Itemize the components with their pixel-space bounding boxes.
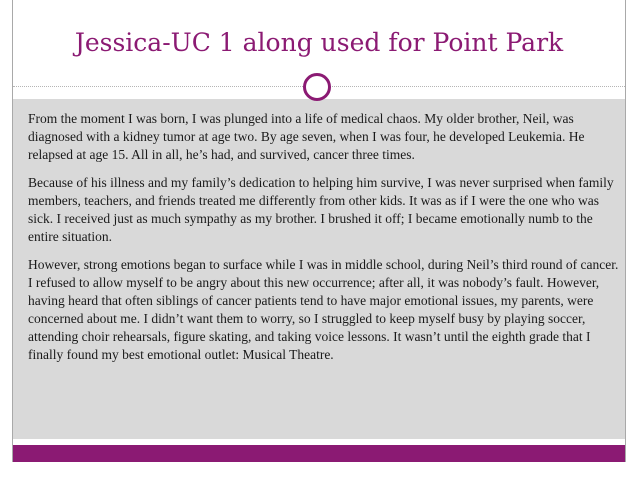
body-text xyxy=(28,110,620,374)
paragraph-2: Because of his illness and my family’s dedication to helping him survive, I was never surprised when family members, teachers, and friends treated me differently from other kids. It was as if I were the one who was sick. I received just as much sympathy as my brother. I brushed it off; I became emotionally numb to the entire situation. xyxy=(28,175,614,244)
circle-ornament-icon xyxy=(303,73,331,101)
slide-frame-right-line xyxy=(625,0,626,462)
paragraph-3: However, strong emotions began to surface while I was in middle school, during Neil’s third round of cancer. I refused to allow myself to be angry about this new occurrence; after all, it was nobody’s fault. However, having heard that often siblings of cancer patients tend to have major emotional issues, my parents, were concerned about me. I didn’t want them to worry, so I struggled to keep myself busy by playing soccer, attending choir rehearsals, figure skating, and taking voice lessons. It wasn’t until the eighth grade that I finally found my best emotional outlet: Musical Theatre. xyxy=(28,257,619,362)
slide-title: Jessica-UC 1 along used for Point Park xyxy=(74,28,564,57)
paragraph-1: From the moment I was born, I was plunged into a life of medical chaos. My older brother, Neil, was diagnosed with a kidney tumor at age two. By age seven, when I was four, he developed Leukemia. He relapsed at age 15. All in all, he’s had, and survived, cancer three times. xyxy=(28,111,585,162)
footer-accent-bar xyxy=(13,445,625,462)
